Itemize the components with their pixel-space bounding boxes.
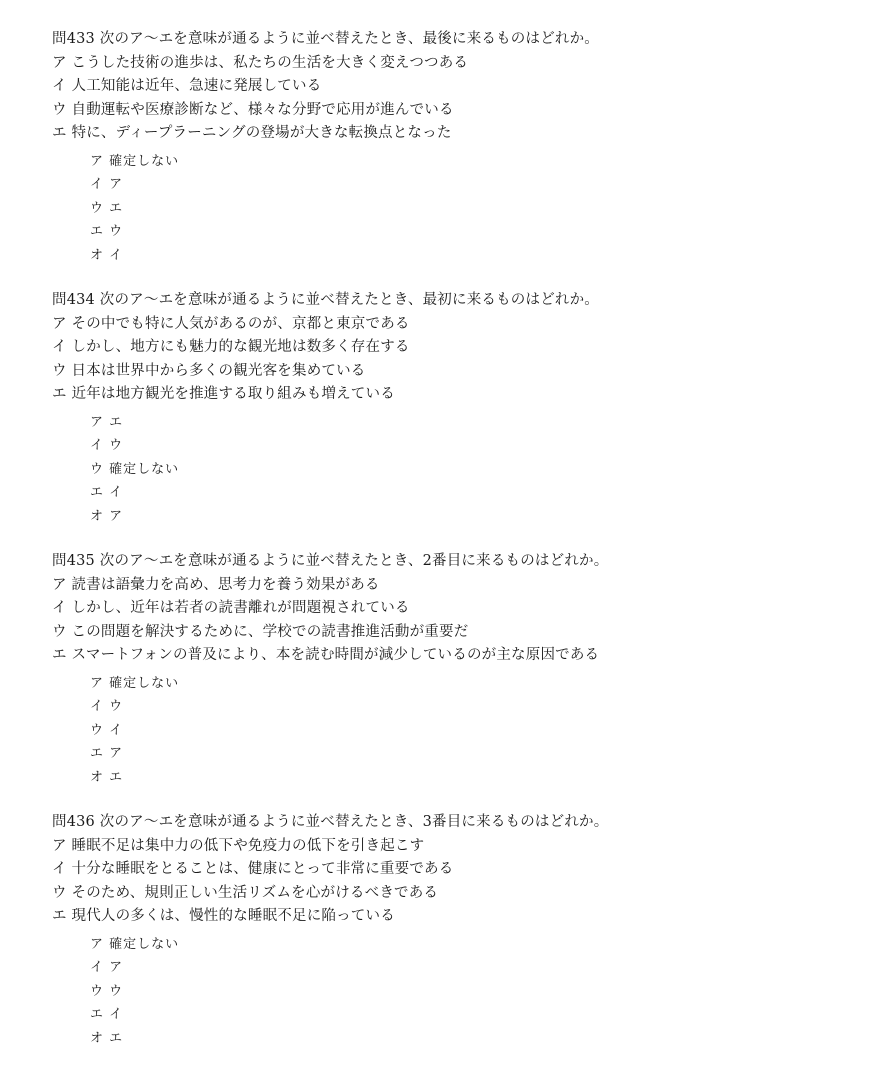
choice-a: ア 確定しない bbox=[90, 153, 180, 169]
answer-choices bbox=[52, 150, 880, 268]
choice-e: エ ア bbox=[90, 746, 124, 761]
choice-i: イ ア bbox=[90, 960, 124, 975]
statement-a: ア こうした技術の進歩は、私たちの生活を大きく変えつつある bbox=[52, 54, 469, 71]
statement-i: イ 人工知能は近年、急速に発展している bbox=[52, 78, 322, 94]
statement-u: ウ この問題を解決するために、学校での読書推進活動が重要だ bbox=[52, 623, 469, 640]
statement-i: イ 十分な睡眠をとることは、健康にとって非常に重要である bbox=[52, 861, 454, 877]
choice-u: ウ イ bbox=[90, 722, 124, 738]
question-433 bbox=[52, 28, 880, 267]
question-title: 問434 次のア〜エを意味が通るように並べ替えたとき、最初に来るものはどれか。 bbox=[52, 292, 600, 308]
question-435 bbox=[52, 550, 880, 789]
statement-i: イ しかし、地方にも魅力的な観光地は数多く存在する bbox=[52, 339, 410, 355]
choice-a: ア 確定しない bbox=[90, 675, 180, 691]
answer-choices bbox=[52, 933, 880, 1051]
question-434 bbox=[52, 289, 880, 528]
choice-u: ウ ウ bbox=[90, 983, 124, 999]
statement-e: エ 近年は地方観光を推進する取り組みも増えている bbox=[52, 386, 395, 402]
statement-e: エ 現代人の多くは、慢性的な睡眠不足に陥っている bbox=[52, 908, 395, 924]
choice-o: オ ア bbox=[90, 508, 124, 524]
statement-u: ウ 自動運転や医療診断など、様々な分野で応用が進んでいる bbox=[52, 101, 454, 118]
statement-e: エ 特に、ディープラーニングの登場が大きな転換点となった bbox=[52, 125, 452, 141]
question-436 bbox=[52, 811, 880, 1050]
statement-a: ア 睡眠不足は集中力の低下や免疫力の低下を引き起こす bbox=[52, 837, 425, 854]
choice-i: イ ウ bbox=[90, 438, 124, 453]
choice-a: ア エ bbox=[90, 414, 124, 430]
choice-e: エ イ bbox=[90, 1007, 124, 1022]
choice-e: エ イ bbox=[90, 485, 124, 500]
statement-a: ア 読書は語彙力を高め、思考力を養う効果がある bbox=[52, 576, 380, 593]
question-title: 問436 次のア〜エを意味が通るように並べ替えたとき、3番目に来るものはどれか。 bbox=[52, 814, 609, 830]
choice-i: イ ウ bbox=[90, 699, 124, 714]
choice-a: ア 確定しない bbox=[90, 936, 180, 952]
question-title: 問435 次のア〜エを意味が通るように並べ替えたとき、2番目に来るものはどれか。 bbox=[52, 553, 609, 569]
choice-u: ウ 確定しない bbox=[90, 461, 180, 477]
statement-u: ウ そのため、規則正しい生活リズムを心がけるべきである bbox=[52, 884, 439, 901]
statement-u: ウ 日本は世界中から多くの観光客を集めている bbox=[52, 362, 366, 379]
answer-choices bbox=[52, 411, 880, 529]
statement-a: ア その中でも特に人気があるのが、京都と東京である bbox=[52, 315, 410, 332]
choice-e: エ ウ bbox=[90, 224, 124, 239]
choice-o: オ エ bbox=[90, 1030, 124, 1046]
statement-e: エ スマートフォンの普及により、本を読む時間が減少しているのが主な原因である bbox=[52, 647, 600, 663]
choice-o: オ イ bbox=[90, 247, 124, 263]
choice-o: オ エ bbox=[90, 769, 124, 785]
statement-i: イ しかし、近年は若者の読書離れが問題視されている bbox=[52, 600, 410, 616]
choice-u: ウ エ bbox=[90, 200, 124, 216]
answer-choices bbox=[52, 672, 880, 790]
choice-i: イ ア bbox=[90, 177, 124, 192]
question-title: 問433 次のア〜エを意味が通るように並べ替えたとき、最後に来るものはどれか。 bbox=[52, 31, 600, 47]
